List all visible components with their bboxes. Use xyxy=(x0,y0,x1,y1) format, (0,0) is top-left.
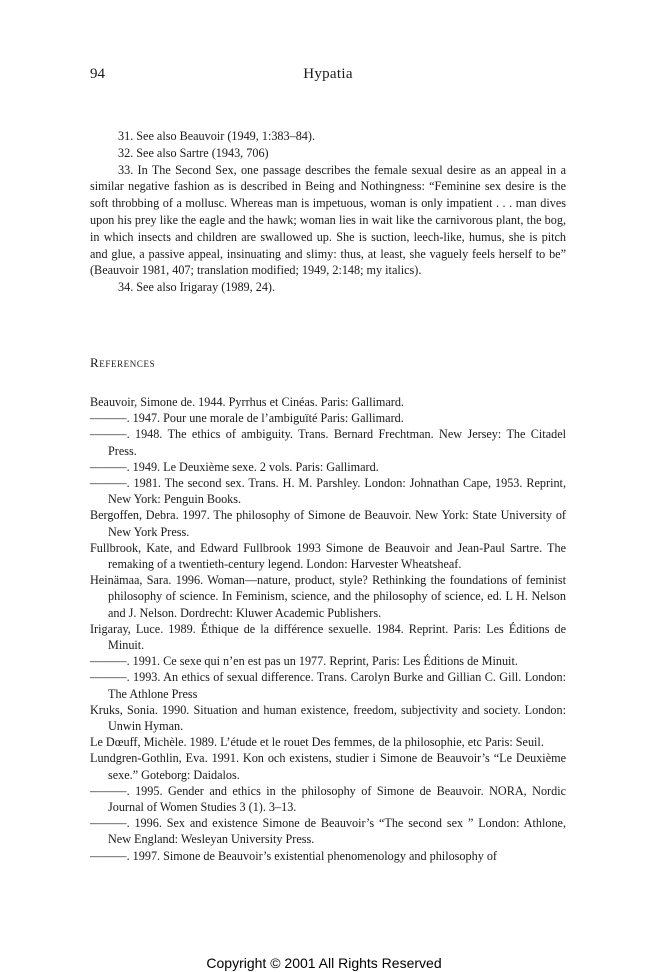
references-heading: References xyxy=(90,355,156,370)
page-number: 94 xyxy=(90,66,105,82)
reference-entry: ———. 1993. An ethics of sexual difference. Trans. Carolyn Burke and Gillian C. Gill. London: The Athlone Press xyxy=(90,670,566,701)
endnotes xyxy=(90,128,566,296)
reference-entry: ———. 1995. Gender and ethics in the philosophy of Simone de Beauvoir. NORA, Nordic Journal of Women Studies 3 (1). 3–13. xyxy=(90,783,566,815)
journal-title: Hypatia xyxy=(303,66,353,82)
reference-entry: ———. 1997. Simone de Beauvoir’s existential phenomenology and philosophy of xyxy=(90,848,497,863)
reference-entry: ———. 1981. The second sex. Trans. H. M. Parshley. London: Johnathan Cape, 1953. Reprint, New York: Penguin Books. xyxy=(90,476,566,507)
endnote: 34. See also Irigaray (1989, 24). xyxy=(118,280,276,295)
copyright-footer: Copyright © 2001 All Rights Reserved xyxy=(206,955,442,971)
reference-entry: ———. 1949. Le Deuxième sexe. 2 vols. Paris: Gallimard. xyxy=(90,459,379,474)
endnote: 32. See also Sartre (1943, 706) xyxy=(118,145,269,160)
reference-entry: ———. 1947. Pour une morale de l’ambiguïté Paris: Gallimard. xyxy=(90,411,404,426)
reference-entry: Beauvoir, Simone de. 1944. Pyrrhus et Cinéas. Paris: Gallimard. xyxy=(90,395,404,409)
reference-entry: Kruks, Sonia. 1990. Situation and human existence, freedom, subjectivity and society. London: Unwin Hyman. xyxy=(90,702,566,734)
reference-entry: Fullbrook, Kate, and Edward Fullbrook 1993 Simone de Beauvoir and Jean-Paul Sartre. The remaking of a twentieth-century legend. London: Harvester Wheatsheaf. xyxy=(90,540,566,572)
reference-entry: Bergoffen, Debra. 1997. The philosophy of Simone de Beauvoir. New York: State University of New York Press. xyxy=(90,508,566,539)
reference-entry: Irigaray, Luce. 1989. Éthique de la différence sexuelle. 1984. Reprint. Paris: Les Éditions de Minuit. xyxy=(90,621,566,653)
reference-entry: ———. 1948. The ethics of ambiguity. Trans. Bernard Frechtman. New Jersey: The Citadel Press. xyxy=(90,427,566,458)
references-list xyxy=(90,394,566,864)
endnote: 31. See also Beauvoir (1949, 1:383–84). xyxy=(118,129,315,143)
reference-entry: ———. 1996. Sex and existence Simone de Beauvoir’s “The second sex ” London: Athlone, New England: Wesleyan University Press. xyxy=(90,816,566,847)
reference-entry: Le Dœuff, Michèle. 1989. L’étude et le rouet Des femmes, de la philosophie, etc Paris: Seuil. xyxy=(90,735,544,750)
running-header xyxy=(90,66,566,84)
reference-entry: ———. 1991. Ce sexe qui n’en est pas un 1977. Reprint, Paris: Les Éditions de Minuit. xyxy=(90,654,518,669)
reference-entry: Lundgren-Gothlin, Eva. 1991. Kon och existens, studier i Simone de Beauvoir’s “Le Deuxième sexe.” Goteborg: Daidalos. xyxy=(90,751,566,782)
endnote: 33. In The Second Sex, one passage describes the female sexual desire as an appeal in a similar negative fashion as is described in Being and Nothingness: “Feminine sex desire is the soft throbbing of a mollusc. Whereas man is impetuous, woman is only impatient . . . man dives upon his prey like the eagle and the hawk; woman lies in wait like the carnivorous plant, the bog, in which insects and children are swallowed up. She is suction, leech-like, humus, she is pitch and glue, a passive appeal, insinuating and slimy: thus, at least, she vaguely feels herself to be” (Beauvoir 1981, 407; translation modified; 1949, 2:148; my italics). xyxy=(90,162,566,278)
reference-entry: Heinämaa, Sara. 1996. Woman—nature, product, style? Rethinking the foundations of feminist philosophy of science. In Feminism, science, and the philosophy of science, ed. L H. Nelson and J. Nelson. Dordrecht: Kluwer Academic Publishers. xyxy=(90,573,566,620)
